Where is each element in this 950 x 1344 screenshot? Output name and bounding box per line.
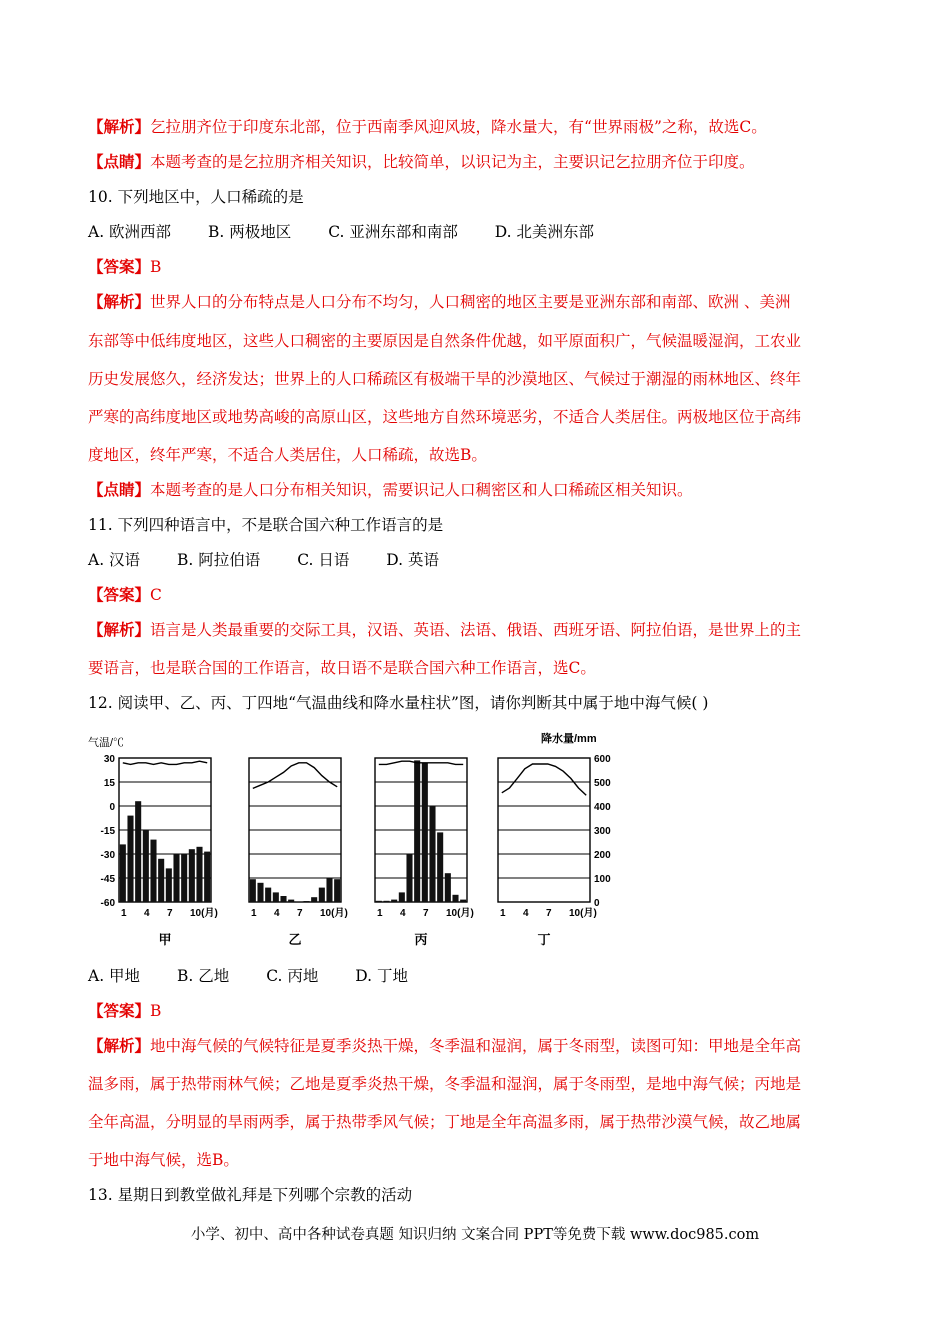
analysis-q10-line-5: 度地区，终年严寒，不适合人类居住，人口稀疏，故选B。 xyxy=(88,446,487,464)
analysis-q12-line-3: 全年高温，分明显的旱雨两季，属于热带季风气候；丁地是全年高温多雨，属于热带沙漠气候，故乙地属 xyxy=(88,1113,802,1131)
precipitation-bar xyxy=(460,900,466,902)
precipitation-bar xyxy=(150,840,156,902)
note-q9 xyxy=(88,152,755,172)
precipitation-tick-label: 300 xyxy=(594,826,611,837)
panel-name: 丙 xyxy=(414,933,428,948)
answer-value: C xyxy=(150,586,162,604)
precipitation-bar xyxy=(437,832,443,902)
analysis-text: 世界人口的分布特点是人口分布不均匀，人口稠密的地区主要是亚洲东部和南部、欧洲 、美洲 xyxy=(150,293,791,311)
temperature-tick-label: 30 xyxy=(103,754,115,765)
month-tick-label: 1 xyxy=(251,908,257,919)
panel-name: 丁 xyxy=(537,933,551,948)
question-11-options xyxy=(88,550,439,570)
option-d: D. 英语 xyxy=(386,551,440,569)
precipitation-bar xyxy=(391,900,397,902)
question-11-stem: 11. 下列四种语言中，不是联合国六种工作语言的是 xyxy=(88,516,444,534)
temperature-curve xyxy=(379,761,463,764)
analysis-text: 乞拉朋齐位于印度东北部，位于西南季风迎风坡，降水量大，有“世界雨极”之称，故选C。 xyxy=(150,118,767,136)
analysis-tag: 【解析】 xyxy=(88,292,151,311)
temperature-curve xyxy=(502,764,586,795)
precipitation-bar xyxy=(257,883,263,902)
month-tick-label: 4 xyxy=(274,908,280,919)
option-c: C. 丙地 xyxy=(266,967,319,985)
answer-q12 xyxy=(88,1001,161,1021)
option-b: B. 乙地 xyxy=(177,967,230,985)
option-a: A. 甲地 xyxy=(88,967,141,985)
analysis-q12-line-4: 于地中海气候，选B。 xyxy=(88,1151,239,1169)
analysis-tag: 【解析】 xyxy=(88,1036,151,1055)
temperature-curve xyxy=(253,763,337,789)
precipitation-bar xyxy=(429,806,435,902)
precipitation-bar xyxy=(173,854,179,902)
analysis-q12-line-1 xyxy=(88,1036,801,1056)
answer-q11 xyxy=(88,585,162,605)
precipitation-bar xyxy=(452,895,458,902)
month-tick-label: 10(月) xyxy=(569,908,597,919)
month-tick-label: 7 xyxy=(297,908,303,919)
precipitation-bar xyxy=(334,879,340,902)
precipitation-bar xyxy=(250,879,256,902)
option-d: D. 丁地 xyxy=(355,967,409,985)
temperature-tick-label: 0 xyxy=(109,802,115,813)
temperature-curve xyxy=(123,761,207,764)
note-text: 本题考查的是人口分布相关知识，需要识记人口稠密区和人口稀疏区相关知识。 xyxy=(150,481,693,499)
month-tick-label: 4 xyxy=(144,908,150,919)
month-tick-label: 1 xyxy=(121,908,127,919)
precipitation-bar xyxy=(189,849,195,902)
precipitation-bar xyxy=(383,901,389,902)
month-tick-label: 10(月) xyxy=(190,908,218,919)
precipitation-bar xyxy=(158,859,164,902)
precipitation-axis-label: 降水量/mm xyxy=(541,733,597,745)
answer-value: B xyxy=(150,258,162,276)
month-tick-label: 1 xyxy=(500,908,506,919)
precipitation-bar xyxy=(127,816,133,902)
precipitation-tick-label: 0 xyxy=(594,898,600,909)
precipitation-bar xyxy=(311,897,317,902)
note-text: 本题考查的是乞拉朋齐相关知识，比较简单，以识记为主，主要识记乞拉朋齐位于印度。 xyxy=(150,153,755,171)
month-tick-label: 1 xyxy=(377,908,383,919)
note-tag: 【点睛】 xyxy=(88,480,151,499)
precipitation-bar xyxy=(196,847,202,902)
question-12-options xyxy=(88,966,408,986)
answer-q10 xyxy=(88,257,161,277)
analysis-q9 xyxy=(88,117,767,137)
analysis-q10-line-3: 历史发展悠久，经济发达；世界上的人口稀疏区有极端干旱的沙漠地区、气候过于潮湿的雨林地区、终年 xyxy=(88,370,802,388)
option-a: A. 汉语 xyxy=(88,551,141,569)
precipitation-bar xyxy=(406,854,412,902)
temperature-axis-label: 气温/℃ xyxy=(88,737,125,749)
precipitation-tick-label: 200 xyxy=(594,850,611,861)
question-12-stem: 12. 阅读甲、乙、丙、丁四地“气温曲线和降水量柱状”图，请你判断其中属于地中海气候( ) xyxy=(88,694,709,712)
analysis-q10-line-1 xyxy=(88,292,790,312)
month-tick-label: 4 xyxy=(523,908,529,919)
precipitation-bar xyxy=(166,868,172,902)
precipitation-bar xyxy=(399,892,405,902)
option-c: C. 亚洲东部和南部 xyxy=(328,223,458,241)
month-tick-label: 10(月) xyxy=(446,908,474,919)
temperature-tick-label: -60 xyxy=(100,898,115,909)
answer-value: B xyxy=(150,1002,162,1020)
precipitation-tick-label: 600 xyxy=(594,754,611,765)
analysis-text: 地中海气候的气候特征是夏季炎热干燥，冬季温和湿润，属于冬雨型，读图可知：甲地是全年高 xyxy=(150,1037,802,1055)
precipitation-bar xyxy=(120,844,126,902)
precipitation-bar xyxy=(273,892,279,902)
month-tick-label: 7 xyxy=(423,908,429,919)
precipitation-bar xyxy=(326,878,332,902)
precipitation-bar xyxy=(445,873,451,902)
temperature-tick-label: -15 xyxy=(100,826,115,837)
panel-name: 甲 xyxy=(158,933,172,948)
precipitation-tick-label: 400 xyxy=(594,802,611,813)
analysis-q12-line-2: 温多雨，属于热带雨林气候；乙地是夏季炎热干燥，冬季温和湿润，属于冬雨型，是地中海气候；丙地是 xyxy=(88,1075,802,1093)
option-a: A. 欧洲西部 xyxy=(88,223,172,241)
analysis-tag: 【解析】 xyxy=(88,620,151,639)
option-c: C. 日语 xyxy=(297,551,350,569)
analysis-q11-line-2: 要语言，也是联合国的工作语言，故日语不是联合国六种工作语言，选C。 xyxy=(88,659,596,677)
climate-charts xyxy=(86,728,646,948)
precipitation-bar xyxy=(135,801,141,902)
option-b: B. 阿拉伯语 xyxy=(177,551,261,569)
analysis-q10-line-4: 严寒的高纬度地区或地势高峻的高原山区，这些地方自然环境恶劣，不适合人类居住。两极地区位于高纬 xyxy=(88,408,802,426)
question-13-stem: 13. 星期日到教堂做礼拜是下列哪个宗教的活动 xyxy=(88,1186,413,1204)
question-10-stem: 10. 下列地区中，人口稀疏的是 xyxy=(88,188,304,206)
precipitation-bar xyxy=(265,888,271,902)
precipitation-bar xyxy=(288,900,294,902)
temperature-tick-label: -45 xyxy=(100,874,115,885)
answer-tag: 【答案】 xyxy=(88,1001,151,1020)
precipitation-bar xyxy=(422,763,428,902)
month-tick-label: 7 xyxy=(167,908,173,919)
analysis-tag: 【解析】 xyxy=(88,117,151,136)
month-tick-label: 4 xyxy=(400,908,406,919)
answer-tag: 【答案】 xyxy=(88,257,151,276)
precipitation-bar xyxy=(204,852,210,902)
analysis-q10-line-2: 东部等中低纬度地区，这些人口稠密的主要原因是自然条件优越，如平原面积广，气候温暖湿润，工农业 xyxy=(88,332,802,350)
analysis-text: 语言是人类最重要的交际工具，汉语、英语、法语、俄语、西班牙语、阿拉伯语，是世界上的主 xyxy=(150,621,802,639)
precipitation-bar xyxy=(303,901,309,902)
precipitation-bar xyxy=(181,854,187,902)
precipitation-tick-label: 100 xyxy=(594,874,611,885)
option-d: D. 北美洲东部 xyxy=(494,223,595,241)
month-tick-label: 7 xyxy=(546,908,552,919)
note-tag: 【点睛】 xyxy=(88,152,151,171)
page-footer: 小学、初中、高中各种试卷真题 知识归纳 文案合同 PPT等免费下载 www.doc985.com xyxy=(190,1227,760,1243)
precipitation-bar xyxy=(143,830,149,902)
precipitation-bar xyxy=(319,888,325,902)
precipitation-tick-label: 500 xyxy=(594,778,611,789)
precipitation-bar xyxy=(280,896,286,902)
temperature-tick-label: 15 xyxy=(103,778,115,789)
precipitation-bar xyxy=(414,760,420,902)
temperature-tick-label: -30 xyxy=(100,850,115,861)
precipitation-bar xyxy=(376,901,382,902)
note-q10 xyxy=(88,480,693,500)
panel-name: 乙 xyxy=(288,933,302,948)
month-tick-label: 10(月) xyxy=(320,908,348,919)
option-b: B. 两极地区 xyxy=(208,223,292,241)
analysis-q11-line-1 xyxy=(88,620,801,640)
answer-tag: 【答案】 xyxy=(88,585,151,604)
question-10-options xyxy=(88,222,594,242)
